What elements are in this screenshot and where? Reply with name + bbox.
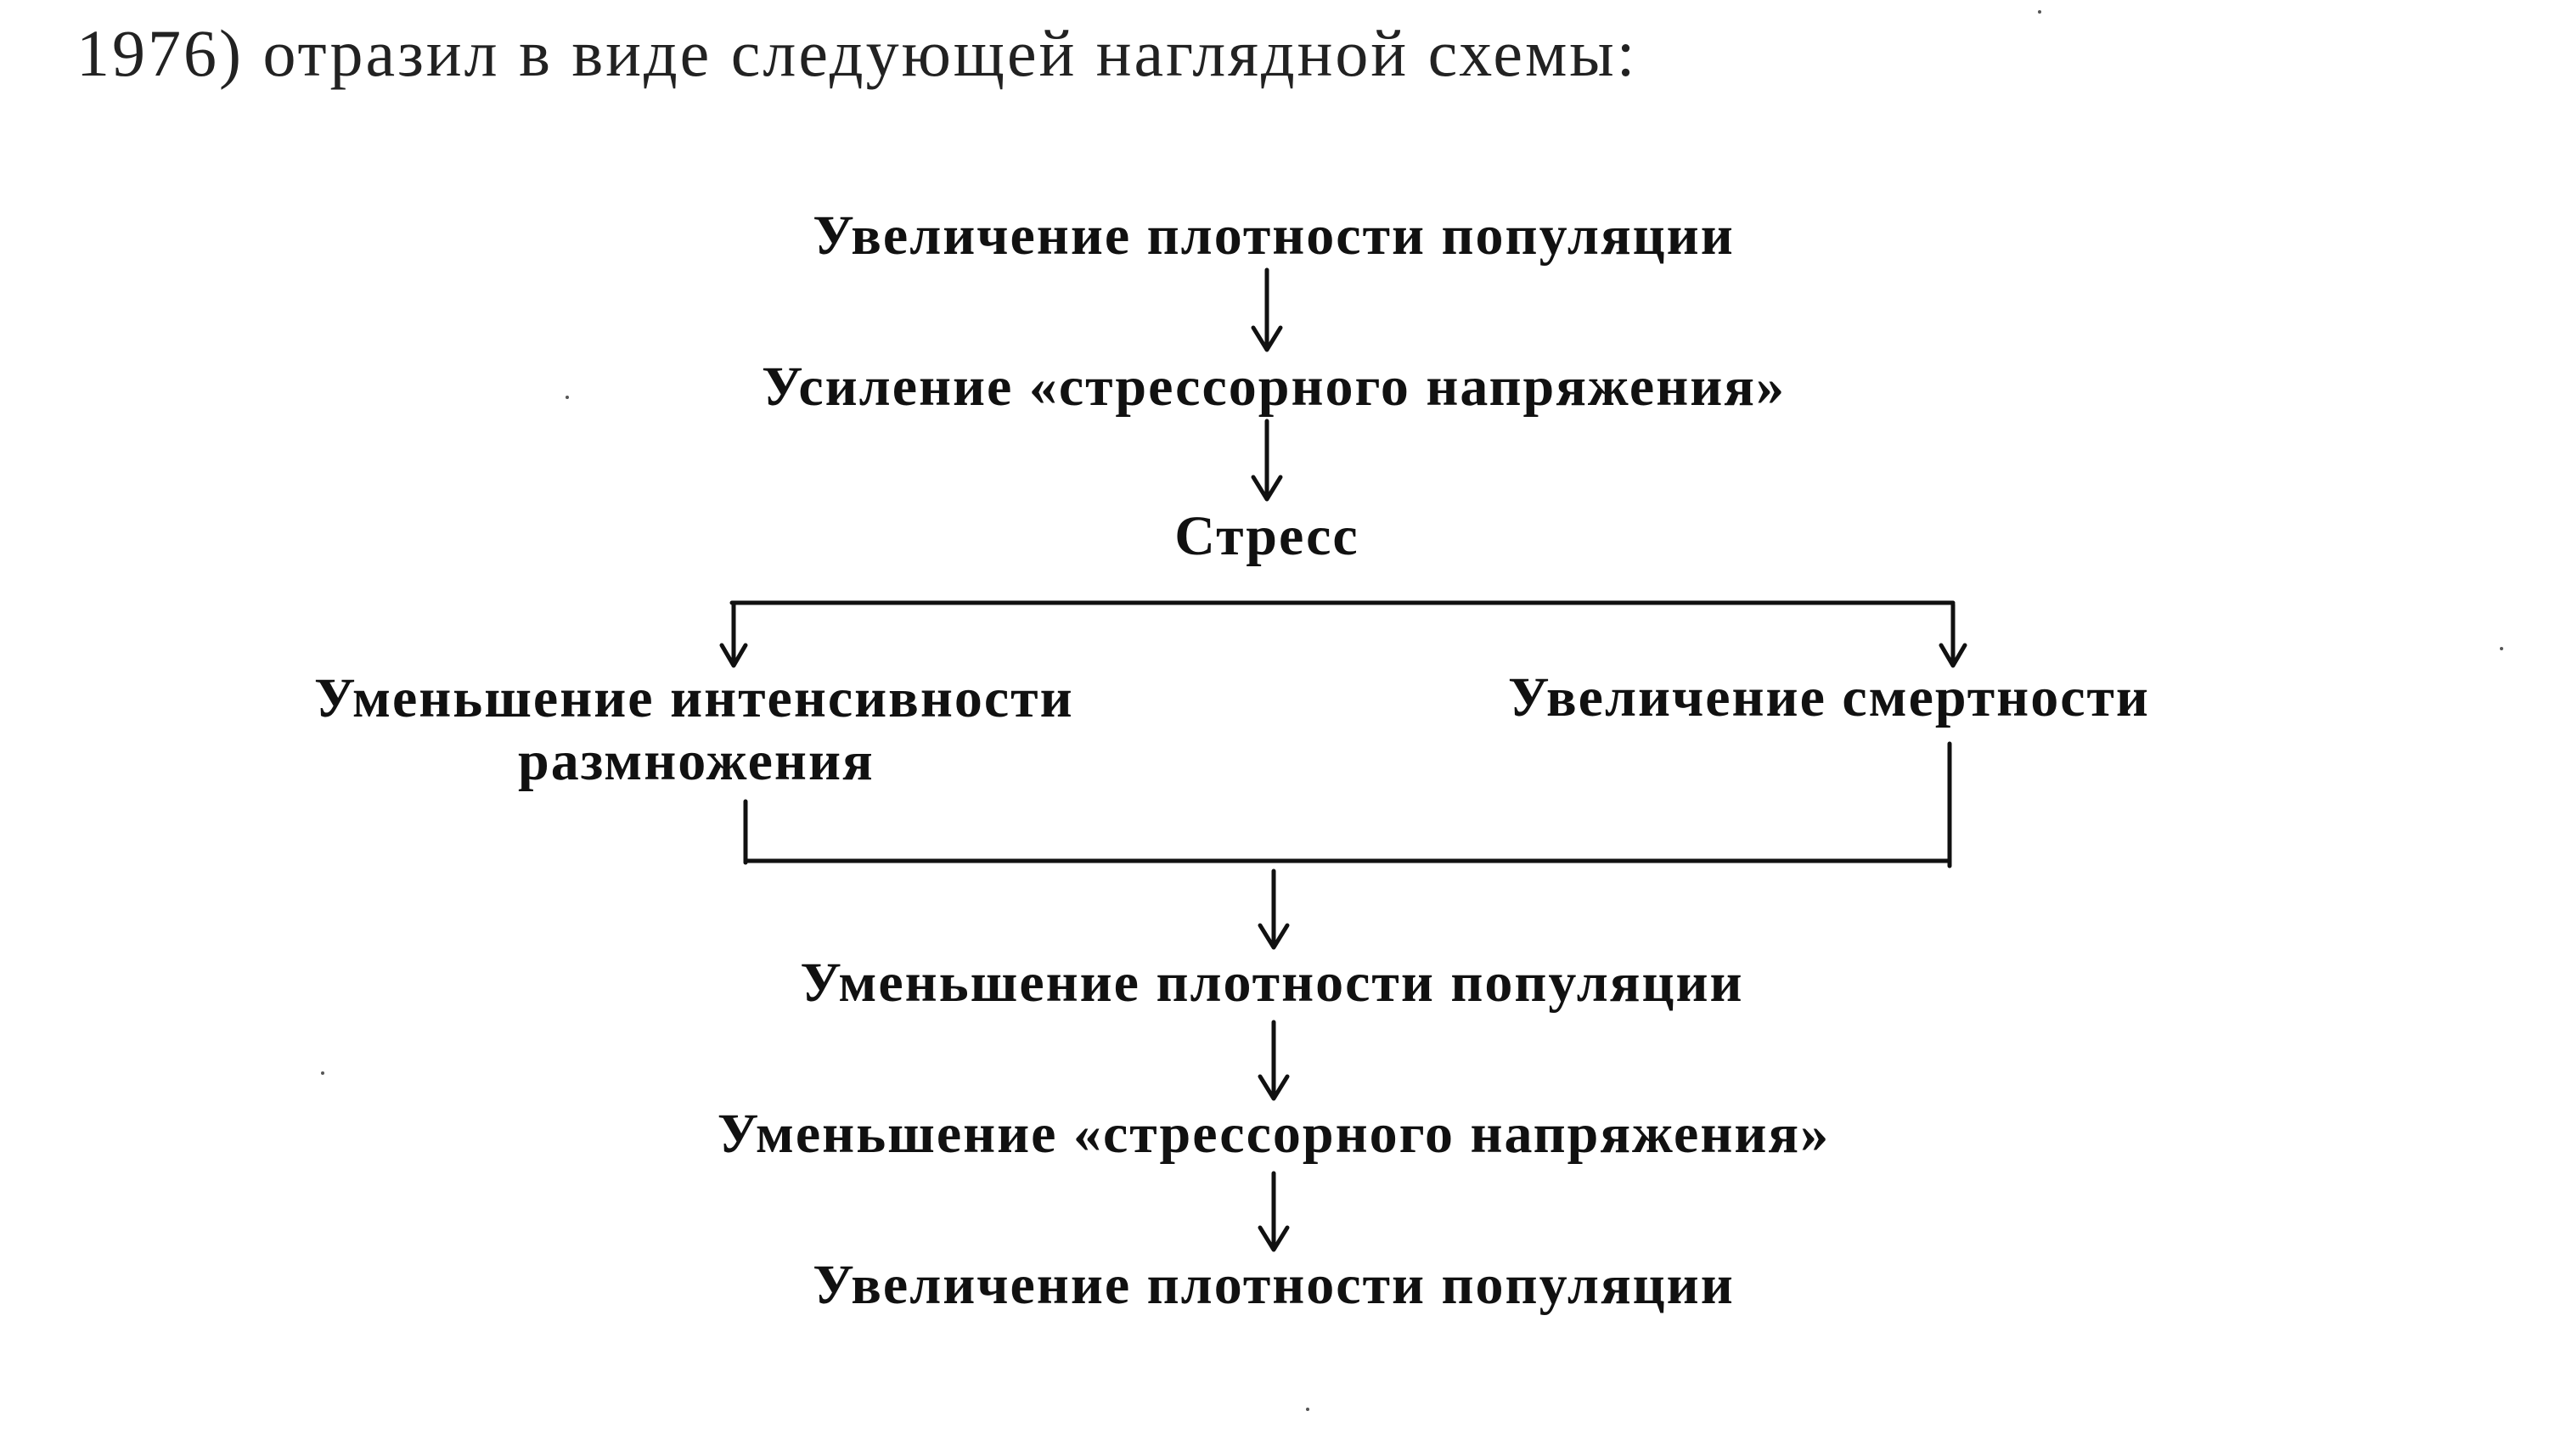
scan-speck [1306,1408,1309,1411]
arrow-down-left-branch [722,604,746,666]
scan-speck [2038,10,2041,14]
arrow-down-right-branch [1941,604,1965,666]
arrow-down-2 [1253,421,1280,499]
scan-speck [566,396,569,399]
intro-sentence: 1976) отразил в виде следующей наглядной схемы: [76,16,1638,90]
node-reproduction-decrease-line2: размножения [518,730,875,792]
node-mortality-increase: Увеличение смертности [1508,666,2150,728]
node-reproduction-decrease-line1: Уменьшение интенсивности [314,667,1074,729]
arrow-down-3 [1260,871,1287,947]
arrow-down-1 [1253,270,1280,350]
node-population-density-increase: Увеличение плотности популяции [813,205,1735,267]
node-population-density-increase-final: Увеличение плотности популяции [813,1254,1735,1316]
node-stress-tension-increase: Усиление «стрессорного напряжения» [762,356,1786,418]
node-stress: Стресс [1174,505,1359,567]
scan-speck [321,1071,324,1075]
scan-speck [2500,647,2503,650]
arrow-down-5 [1260,1173,1287,1250]
node-population-density-decrease: Уменьшение плотности популяции [800,952,1744,1014]
node-stress-tension-decrease: Уменьшение «стрессорного напряжения» [717,1103,1831,1165]
arrow-down-4 [1260,1022,1287,1099]
